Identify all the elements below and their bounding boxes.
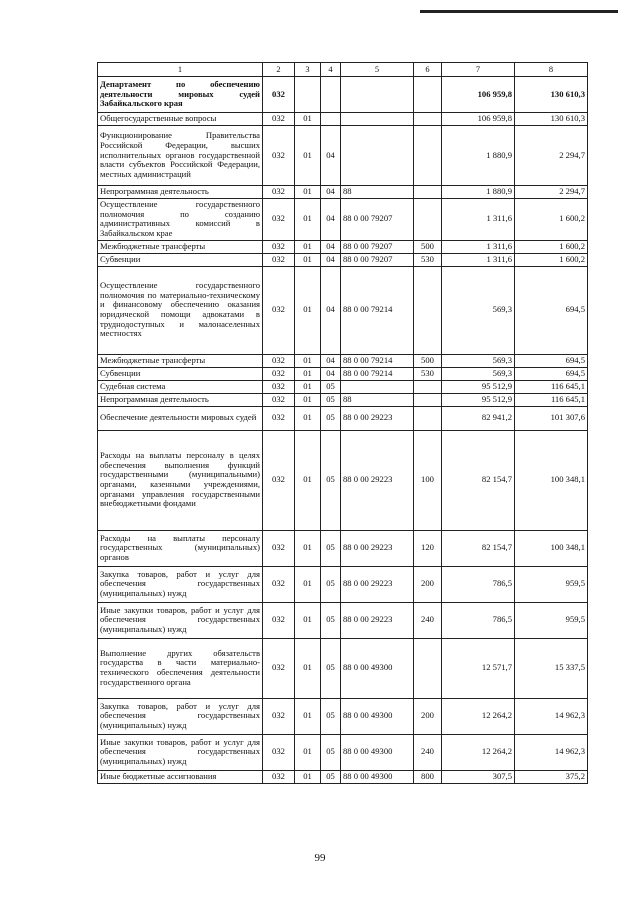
section-cell: 01	[295, 393, 321, 406]
amount-cell-year2: 100 348,1	[515, 430, 588, 530]
section-cell: 01	[295, 199, 321, 241]
ved-cell: 032	[263, 734, 295, 770]
table-row	[98, 638, 588, 698]
row-name-cell: Осуществление государственного полномочия по созданию административных комиссий в Забайкальском крае	[98, 199, 263, 241]
section-cell: 01	[295, 406, 321, 430]
table-row	[98, 602, 588, 638]
ved-cell: 032	[263, 698, 295, 734]
subsection-cell: 05	[321, 566, 341, 602]
ved-cell: 032	[263, 199, 295, 241]
amount-cell-year2: 1 600,2	[515, 240, 588, 253]
budget-table	[97, 62, 588, 784]
amount-cell-year2: 959,5	[515, 602, 588, 638]
amount-cell-year2: 694,5	[515, 354, 588, 367]
row-name-cell: Иные бюджетные ассигнования	[98, 770, 263, 783]
row-name-cell: Непрограммная деятельность	[98, 186, 263, 199]
section-cell: 01	[295, 354, 321, 367]
subsection-cell: 05	[321, 406, 341, 430]
amount-cell-year1: 106 959,8	[442, 77, 515, 113]
target-article-cell: 88 0 00 49300	[341, 770, 414, 783]
subsection-cell: 04	[321, 266, 341, 354]
ved-cell: 032	[263, 77, 295, 113]
subsection-cell: 04	[321, 240, 341, 253]
section-cell: 01	[295, 253, 321, 266]
amount-cell-year2: 375,2	[515, 770, 588, 783]
target-article-cell: 88 0 00 29223	[341, 566, 414, 602]
amount-cell-year2: 116 645,1	[515, 393, 588, 406]
amount-cell-year1: 569,3	[442, 266, 515, 354]
target-article-cell: 88 0 00 29223	[341, 430, 414, 530]
ved-cell: 032	[263, 380, 295, 393]
row-name-cell: Выполнение других обязательств государства в части материально-технического обеспечения деятельности государственного органа	[98, 638, 263, 698]
table-row	[98, 530, 588, 566]
expense-type-cell: 120	[414, 530, 442, 566]
amount-cell-year1: 12 264,2	[442, 698, 515, 734]
table-row	[98, 126, 588, 186]
row-name-cell: Непрограммная деятельность	[98, 393, 263, 406]
row-name-cell: Функционирование Правительства Российской Федерации, высших исполнительных органов государственной власти субъектов Российской Федерации, местных администраций	[98, 126, 263, 186]
row-name-cell: Расходы на выплаты персоналу в целях обеспечения выполнения функций государственными (муниципальными) органами, казенными учреждениями, органами управления государственными внебюджетными фондами	[98, 430, 263, 530]
amount-cell-year2: 2 294,7	[515, 126, 588, 186]
row-name-cell: Субвенции	[98, 253, 263, 266]
amount-cell-year1: 1 311,6	[442, 253, 515, 266]
header-cell: 7	[442, 63, 515, 77]
expense-type-cell: 500	[414, 354, 442, 367]
target-article-cell: 88 0 00 49300	[341, 638, 414, 698]
amount-cell-year2: 130 610,3	[515, 113, 588, 126]
section-cell: 01	[295, 698, 321, 734]
row-name-cell: Общегосударственные вопросы	[98, 113, 263, 126]
expense-type-cell	[414, 186, 442, 199]
target-article-cell: 88	[341, 393, 414, 406]
section-cell: 01	[295, 240, 321, 253]
expense-type-cell	[414, 77, 442, 113]
subsection-cell: 05	[321, 602, 341, 638]
target-article-cell: 88 0 00 79207	[341, 253, 414, 266]
page-number: 99	[314, 852, 326, 864]
expense-type-cell: 200	[414, 698, 442, 734]
ved-cell: 032	[263, 354, 295, 367]
subsection-cell: 04	[321, 126, 341, 186]
table-row	[98, 430, 588, 530]
subsection-cell: 04	[321, 367, 341, 380]
amount-cell-year2: 2 294,7	[515, 186, 588, 199]
expense-type-cell: 240	[414, 602, 442, 638]
target-article-cell: 88 0 00 79207	[341, 199, 414, 241]
target-article-cell: 88 0 00 29223	[341, 406, 414, 430]
expense-type-cell	[414, 393, 442, 406]
table-row	[98, 380, 588, 393]
table-row	[98, 354, 588, 367]
subsection-cell	[321, 77, 341, 113]
subsection-cell: 04	[321, 253, 341, 266]
table-row	[98, 406, 588, 430]
amount-cell-year1: 569,3	[442, 367, 515, 380]
expense-type-cell	[414, 126, 442, 186]
table-row	[98, 734, 588, 770]
subsection-cell: 05	[321, 770, 341, 783]
amount-cell-year1: 82 154,7	[442, 430, 515, 530]
expense-type-cell	[414, 266, 442, 354]
section-cell: 01	[295, 638, 321, 698]
target-article-cell	[341, 77, 414, 113]
amount-cell-year1: 307,5	[442, 770, 515, 783]
subsection-cell: 05	[321, 393, 341, 406]
amount-cell-year2: 130 610,3	[515, 77, 588, 113]
subsection-cell: 05	[321, 530, 341, 566]
table-row	[98, 367, 588, 380]
expense-type-cell: 240	[414, 734, 442, 770]
table-row	[98, 113, 588, 126]
amount-cell-year1: 82 154,7	[442, 530, 515, 566]
header-row	[98, 63, 588, 77]
ved-cell: 032	[263, 430, 295, 530]
row-name-cell: Судебная система	[98, 380, 263, 393]
amount-cell-year1: 95 512,9	[442, 393, 515, 406]
amount-cell-year1: 1 880,9	[442, 186, 515, 199]
ved-cell: 032	[263, 638, 295, 698]
expense-type-cell	[414, 406, 442, 430]
row-name-cell: Департамент по обеспечению деятельности мировых судей Забайкальского края	[98, 77, 263, 113]
target-article-cell	[341, 380, 414, 393]
ved-cell: 032	[263, 393, 295, 406]
expense-type-cell: 530	[414, 253, 442, 266]
section-cell: 01	[295, 367, 321, 380]
expense-type-cell: 200	[414, 566, 442, 602]
amount-cell-year1: 12 264,2	[442, 734, 515, 770]
subsection-cell: 04	[321, 354, 341, 367]
section-cell: 01	[295, 602, 321, 638]
row-name-cell: Обеспечение деятельности мировых судей	[98, 406, 263, 430]
table-row	[98, 566, 588, 602]
expense-type-cell: 500	[414, 240, 442, 253]
ved-cell: 032	[263, 367, 295, 380]
target-article-cell: 88 0 00 79214	[341, 266, 414, 354]
header-cell: 5	[341, 63, 414, 77]
expense-type-cell	[414, 380, 442, 393]
target-article-cell: 88 0 00 79207	[341, 240, 414, 253]
row-name-cell: Межбюджетные трансферты	[98, 354, 263, 367]
ved-cell: 032	[263, 113, 295, 126]
section-cell: 01	[295, 530, 321, 566]
target-article-cell	[341, 126, 414, 186]
ved-cell: 032	[263, 406, 295, 430]
section-cell: 01	[295, 113, 321, 126]
section-cell: 01	[295, 770, 321, 783]
amount-cell-year2: 14 962,3	[515, 698, 588, 734]
amount-cell-year2: 116 645,1	[515, 380, 588, 393]
target-article-cell: 88 0 00 29223	[341, 530, 414, 566]
row-name-cell: Закупка товаров, работ и услуг для обеспечения государственных (муниципальных) нужд	[98, 698, 263, 734]
section-cell: 01	[295, 566, 321, 602]
amount-cell-year1: 1 880,9	[442, 126, 515, 186]
target-article-cell: 88 0 00 29223	[341, 602, 414, 638]
target-article-cell: 88 0 00 49300	[341, 734, 414, 770]
amount-cell-year1: 569,3	[442, 354, 515, 367]
table-row	[98, 199, 588, 241]
table-row	[98, 770, 588, 783]
amount-cell-year2: 959,5	[515, 566, 588, 602]
header-cell: 3	[295, 63, 321, 77]
amount-cell-year2: 694,5	[515, 367, 588, 380]
table-row	[98, 266, 588, 354]
expense-type-cell: 100	[414, 430, 442, 530]
amount-cell-year2: 694,5	[515, 266, 588, 354]
table-row	[98, 253, 588, 266]
row-name-cell: Расходы на выплаты персоналу государственных (муниципальных) органов	[98, 530, 263, 566]
amount-cell-year1: 106 959,8	[442, 113, 515, 126]
amount-cell-year2: 1 600,2	[515, 253, 588, 266]
row-name-cell: Осуществление государственного полномочия по материально-техническому и финансовому обеспечению оказания юридической помощи адвокатами в труднодоступных и малонаселенных местностях	[98, 266, 263, 354]
expense-type-cell	[414, 638, 442, 698]
top-rule	[420, 10, 618, 13]
header-cell: 4	[321, 63, 341, 77]
row-name-cell: Иные закупки товаров, работ и услуг для обеспечения государственных (муниципальных) нужд	[98, 602, 263, 638]
table-row	[98, 393, 588, 406]
ved-cell: 032	[263, 266, 295, 354]
target-article-cell	[341, 113, 414, 126]
row-name-cell: Закупка товаров, работ и услуг для обеспечения государственных (муниципальных) нужд	[98, 566, 263, 602]
target-article-cell: 88	[341, 186, 414, 199]
table-row	[98, 186, 588, 199]
subsection-cell: 05	[321, 734, 341, 770]
subsection-cell: 05	[321, 380, 341, 393]
amount-cell-year2: 14 962,3	[515, 734, 588, 770]
amount-cell-year1: 12 571,7	[442, 638, 515, 698]
amount-cell-year1: 95 512,9	[442, 380, 515, 393]
section-cell: 01	[295, 186, 321, 199]
section-cell	[295, 77, 321, 113]
header-cell: 8	[515, 63, 588, 77]
ved-cell: 032	[263, 240, 295, 253]
target-article-cell: 88 0 00 79214	[341, 367, 414, 380]
row-name-cell: Иные закупки товаров, работ и услуг для обеспечения государственных (муниципальных) нужд	[98, 734, 263, 770]
header-cell: 2	[263, 63, 295, 77]
amount-cell-year1: 1 311,6	[442, 199, 515, 241]
amount-cell-year1: 82 941,2	[442, 406, 515, 430]
section-cell: 01	[295, 430, 321, 530]
ved-cell: 032	[263, 770, 295, 783]
section-cell: 01	[295, 126, 321, 186]
ved-cell: 032	[263, 530, 295, 566]
ved-cell: 032	[263, 602, 295, 638]
subsection-cell	[321, 113, 341, 126]
row-name-cell: Межбюджетные трансферты	[98, 240, 263, 253]
subsection-cell: 05	[321, 638, 341, 698]
amount-cell-year1: 1 311,6	[442, 240, 515, 253]
target-article-cell: 88 0 00 49300	[341, 698, 414, 734]
amount-cell-year2: 100 348,1	[515, 530, 588, 566]
amount-cell-year2: 101 307,6	[515, 406, 588, 430]
subsection-cell: 04	[321, 186, 341, 199]
section-cell: 01	[295, 734, 321, 770]
amount-cell-year2: 1 600,2	[515, 199, 588, 241]
subsection-cell: 05	[321, 698, 341, 734]
subsection-cell: 04	[321, 199, 341, 241]
target-article-cell: 88 0 00 79214	[341, 354, 414, 367]
header-cell: 6	[414, 63, 442, 77]
ved-cell: 032	[263, 253, 295, 266]
subsection-cell: 05	[321, 430, 341, 530]
expense-type-cell: 800	[414, 770, 442, 783]
table-row	[98, 77, 588, 113]
amount-cell-year2: 15 337,5	[515, 638, 588, 698]
ved-cell: 032	[263, 126, 295, 186]
row-name-cell: Субвенции	[98, 367, 263, 380]
ved-cell: 032	[263, 566, 295, 602]
ved-cell: 032	[263, 186, 295, 199]
expense-type-cell: 530	[414, 367, 442, 380]
section-cell: 01	[295, 266, 321, 354]
expense-type-cell	[414, 199, 442, 241]
table-row	[98, 698, 588, 734]
table-row	[98, 240, 588, 253]
section-cell: 01	[295, 380, 321, 393]
header-cell: 1	[98, 63, 263, 77]
expense-type-cell	[414, 113, 442, 126]
amount-cell-year1: 786,5	[442, 602, 515, 638]
amount-cell-year1: 786,5	[442, 566, 515, 602]
